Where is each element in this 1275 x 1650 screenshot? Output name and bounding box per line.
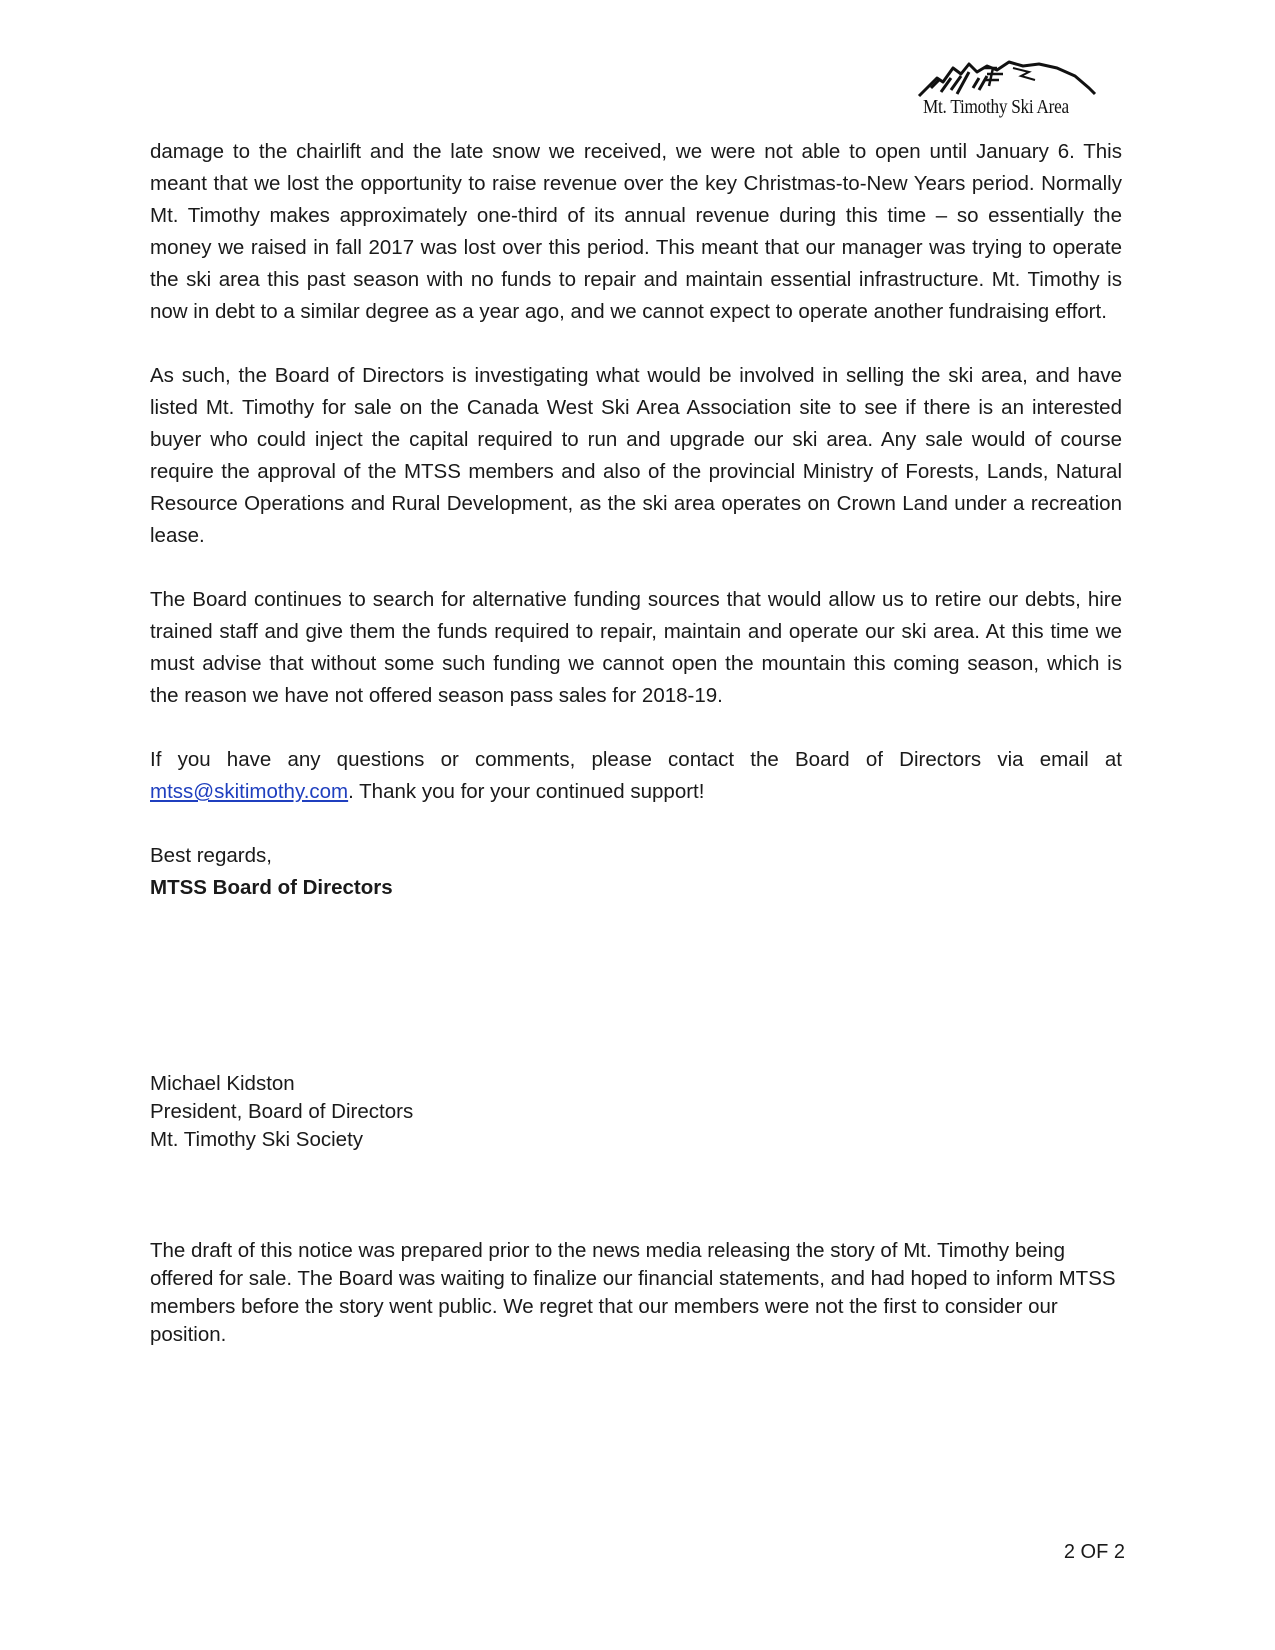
email-link[interactable]: mtss@skitimothy.com <box>150 780 349 803</box>
paragraph-funding-search: The Board continues to search for alternative funding sources that would allow us to retire our debts, hire trained staff and give them the funds required to repair, maintain and operate our ski area. At this time we must advise that without some such funding we cannot open the mountain this coming season, which is the reason we have not offered season pass sales for 2018-19. <box>150 588 1122 707</box>
footnote: The draft of this notice was prepared prior to the news media releasing the story of Mt. Timothy being offered for sale. The Board was waiting to finalize our financial statements, and had hoped to inform MTSS members before the story went public. We regret that our members were not the first to consider our position. <box>150 1239 1116 1346</box>
letter-body <box>150 136 1122 904</box>
closing-regards: Best regards, <box>150 844 272 867</box>
signer-organization: Mt. Timothy Ski Society <box>150 1128 364 1151</box>
page-number: 2 OF 2 <box>1063 1541 1125 1563</box>
paragraph-contact <box>150 744 1122 808</box>
paragraph-revenue-loss: damage to the chairlift and the late snow we received, we were not able to open until January 6. This meant that we lost the opportunity to raise revenue over the key Christmas-to-New Years period. Normally Mt. Timothy makes approximately one-third of its annual revenue during this time – so essentially the money we raised in fall 2017 was lost over this period. This meant that our manager was trying to operate the ski area this past season with no funds to repair and maintain essential infrastructure. Mt. Timothy is now in debt to a similar degree as a year ago, and we cannot expect to operate another fundraising effort. <box>150 140 1122 323</box>
contact-thanks: . Thank you for your continued support! <box>348 780 705 803</box>
mountain-logo-icon <box>917 58 1097 98</box>
signer-title: President, Board of Directors <box>150 1100 414 1123</box>
ski-area-logo <box>917 58 1097 124</box>
logo-text: Mt. Timothy Ski Area <box>923 96 1069 118</box>
signature-block <box>150 1070 413 1154</box>
paragraph-sale-listing: As such, the Board of Directors is investigating what would be involved in selling the ski area, and have listed Mt. Timothy for sale on the Canada West Ski Area Association site to see if there is an interested buyer who could inject the capital required to run and upgrade our ski area. Any sale would of course require the approval of the MTSS members and also of the provincial Ministry of Forests, Lands, Natural Resource Operations and Rural Development, as the ski area operates on Crown Land under a recreation lease. <box>150 364 1122 547</box>
signer-name: Michael Kidston <box>150 1072 295 1095</box>
contact-text: If you have any questions or comments, please contact the Board of Directors via email at <box>150 748 1122 771</box>
closing-from: MTSS Board of Directors <box>150 876 393 899</box>
